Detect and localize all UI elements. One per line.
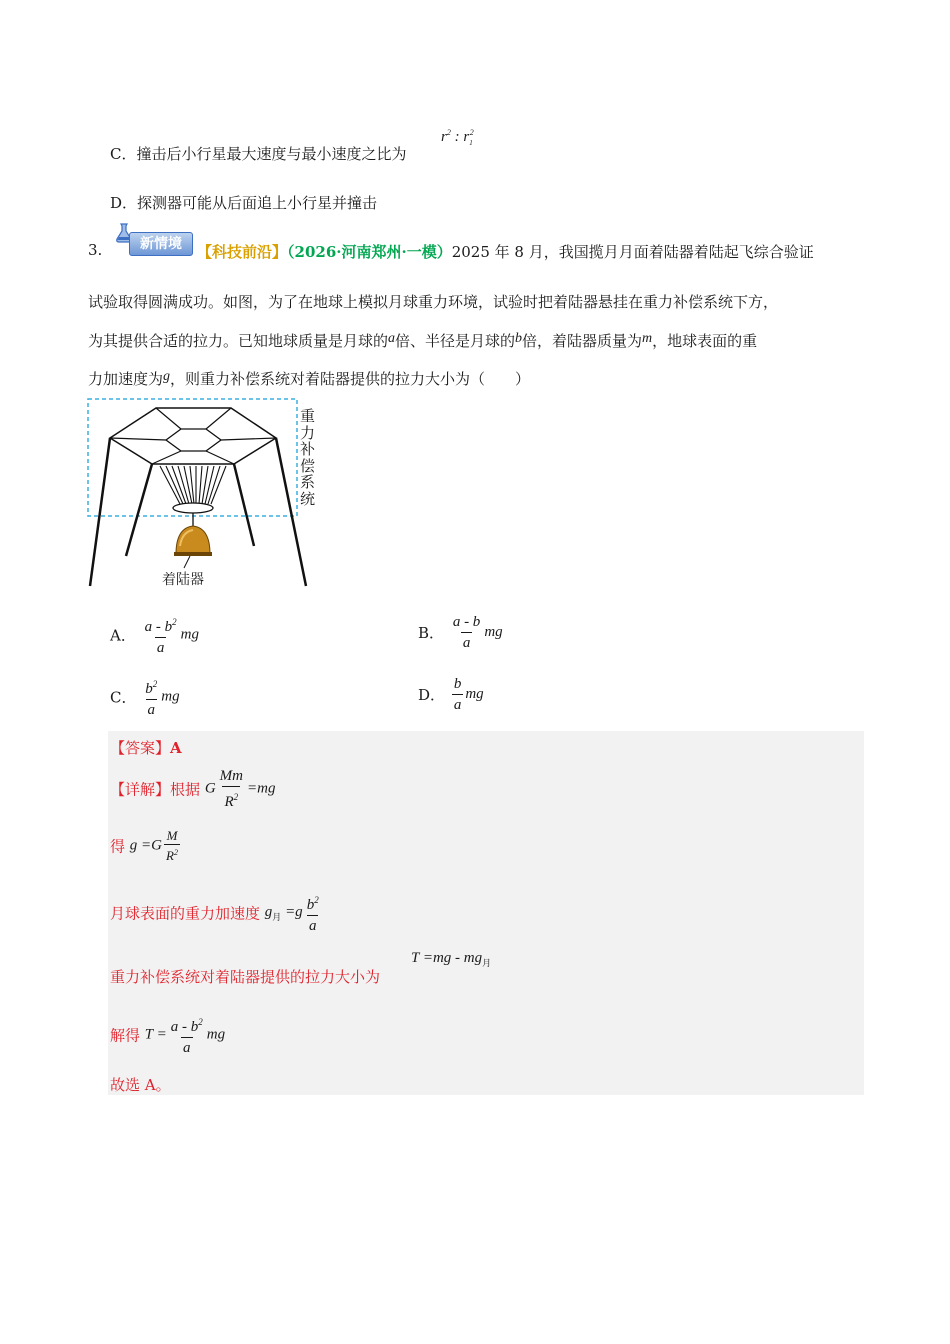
answer-line: 【答案】A — [110, 739, 182, 757]
new-context-badge: 新情境 — [129, 232, 193, 256]
source-tag: （2026·河南郑州·一模） — [287, 243, 452, 261]
system-label: 重力补偿系统 — [300, 407, 316, 508]
conclusion: 故选 A。 — [110, 1076, 171, 1094]
question-line: 2025 年 8 月，我国揽月月面着陆器着陆起飞综合验证 — [451, 243, 814, 261]
option-label: D． — [110, 194, 138, 212]
option-c-prev-math: $r^2$ : $r_1^2$ — [441, 128, 474, 147]
option-d-prev — [110, 192, 377, 213]
question-line: 试验取得圆满成功。如图，为了在地球上模拟月球重力环境，试验时把着陆器悬挂在重力补偿系统下方， — [88, 293, 779, 311]
question-header — [197, 241, 814, 262]
question-number: 3. — [88, 241, 103, 259]
step-line: 重力补偿系统对着陆器提供的拉力大小为 — [110, 968, 381, 986]
lander-label: 着陆器 — [162, 572, 204, 588]
question-line: 为其提供合适的拉力。已知地球质量是月球的a倍、半径是月球的b倍，着陆器质量为m，地球表面的重 — [88, 331, 758, 350]
step-line: 解得 T = $\frac{a - b^2}{a}$ mg — [110, 1017, 226, 1056]
option-c[interactable]: C． $\frac{b^2}{a}$ mg — [110, 679, 180, 718]
option-c-prev — [110, 143, 407, 164]
option-text: 撞击后小行星最大速度与最小速度之比为 — [136, 145, 407, 163]
option-d[interactable]: D． $\frac{b}{a}$ mg — [418, 676, 484, 713]
option-text: 探测器可能从后面追上小行星并撞击 — [137, 194, 378, 212]
detail-line: 【详解】根据 G $\frac{Mm}{R^2}$ =mg — [110, 768, 276, 810]
option-a[interactable]: A． $\frac{a - b^2}{a}$ mg — [110, 617, 199, 656]
gravity-compensation-figure — [86, 396, 326, 592]
topic-tag: 【科技前沿】 — [197, 243, 288, 261]
option-label: C． — [110, 145, 137, 163]
question-line: 力加速度为g，则重力补偿系统对着陆器提供的拉力大小为（ ） — [88, 369, 531, 388]
tension-equation: $T =mg - mg_月$ — [411, 950, 492, 968]
option-b[interactable]: B． $\frac{a - b}{a}$ mg — [418, 614, 503, 651]
step-line: 得 g =G $\frac{M}{R^2}$ — [110, 828, 178, 863]
step-line: 月球表面的重力加速度 $g_月 =g$ $\frac{b^2}{a}$ — [110, 895, 319, 934]
